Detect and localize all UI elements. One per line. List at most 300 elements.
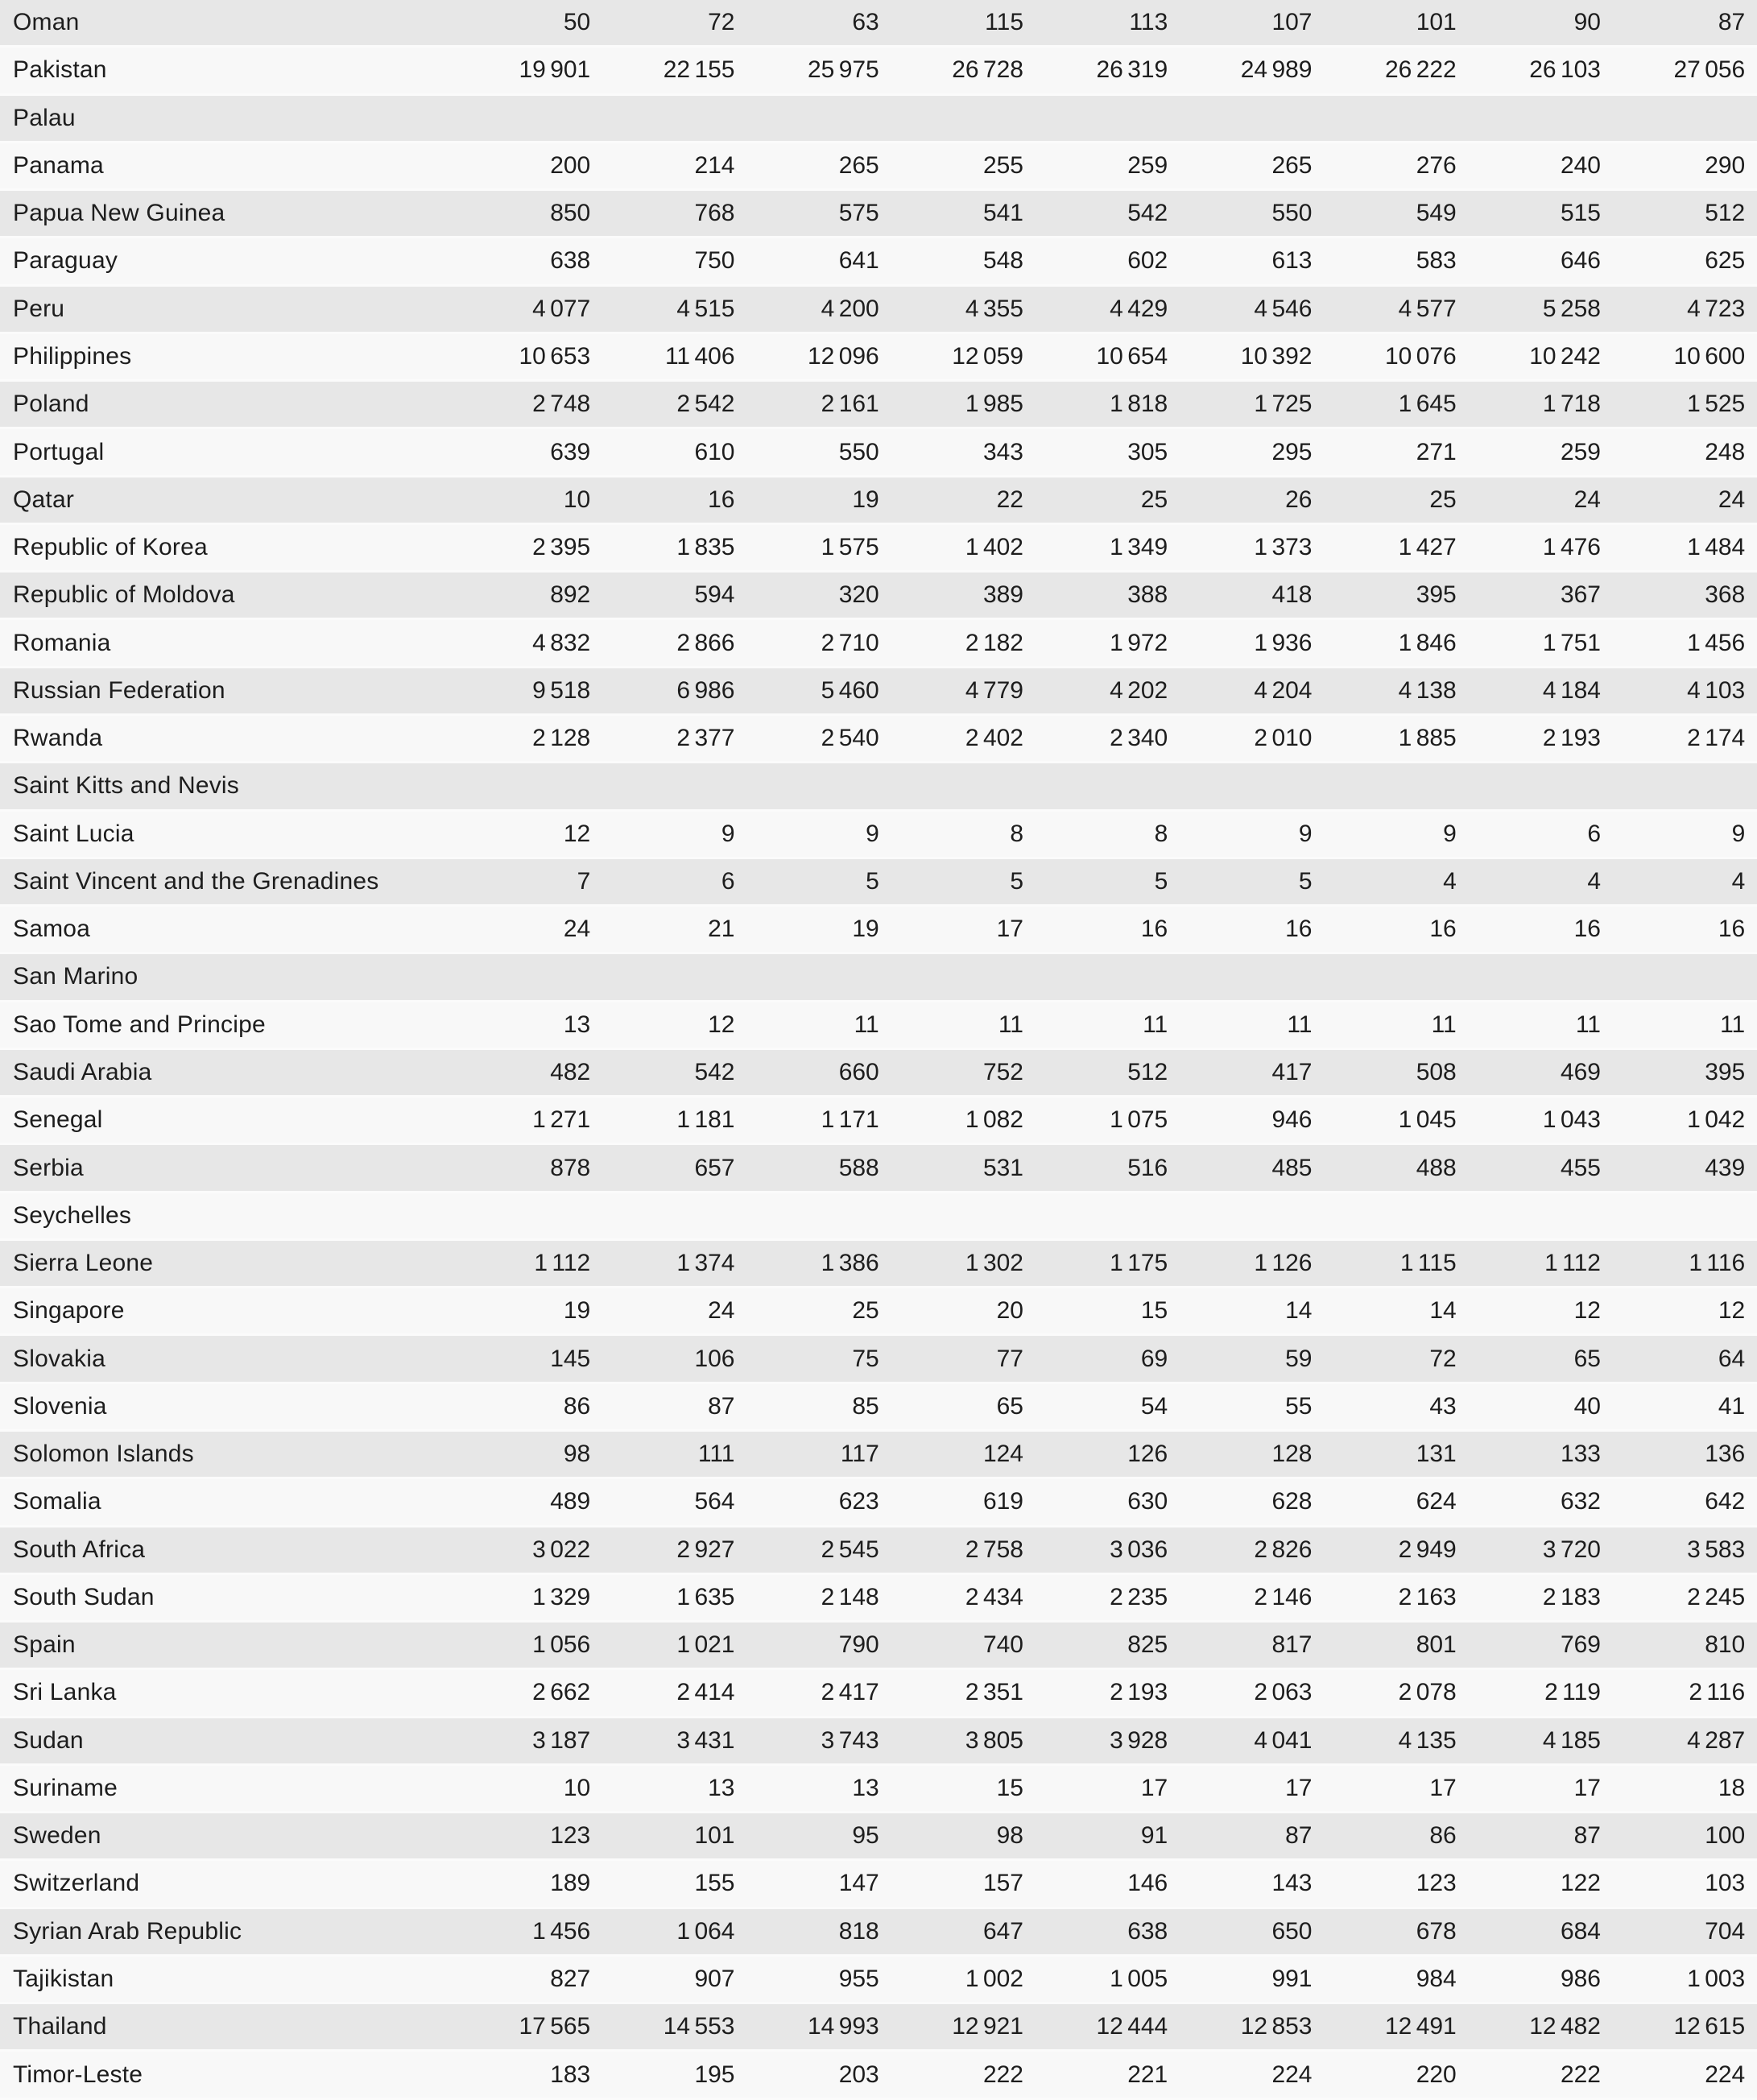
value-cell: 86	[563, 1392, 591, 1420]
value-cell: 2 193	[1110, 1679, 1168, 1706]
value-cell: 1 043	[1542, 1106, 1601, 1134]
country-name-cell: Russian Federation	[13, 676, 225, 704]
value-cell: 12 059	[952, 342, 1023, 370]
value-cell: 2 542	[676, 391, 735, 418]
value-cell: 123	[550, 1822, 591, 1850]
value-cell: 549	[1416, 200, 1457, 227]
value-cell: 10	[563, 486, 591, 513]
value-cell: 2 078	[1398, 1679, 1457, 1706]
value-cell: 907	[694, 1966, 735, 1993]
value-cell: 4 204	[1254, 676, 1313, 704]
value-cell: 115	[985, 9, 1023, 36]
value-cell: 13	[852, 1774, 879, 1801]
value-cell: 25	[852, 1297, 879, 1325]
value-cell: 85	[852, 1392, 879, 1420]
value-cell: 1 115	[1399, 1250, 1457, 1277]
value-cell: 17	[1140, 1774, 1168, 1801]
table-row	[0, 143, 1757, 191]
value-cell: 103	[1705, 1870, 1746, 1897]
country-name-cell: Qatar	[13, 486, 75, 513]
table-row	[0, 1241, 1757, 1288]
table-row	[0, 1432, 1757, 1479]
value-cell: 1 374	[676, 1250, 735, 1277]
country-name-cell: Oman	[13, 9, 80, 36]
value-cell: 6	[721, 867, 735, 895]
value-cell: 26 728	[952, 56, 1023, 84]
value-cell: 13	[563, 1011, 591, 1038]
value-cell: 1 056	[532, 1631, 591, 1659]
value-cell: 1 126	[1254, 1250, 1313, 1277]
value-cell: 1 751	[1542, 629, 1601, 656]
country-name-cell: Thailand	[13, 2013, 107, 2040]
value-cell: 512	[1127, 1058, 1168, 1085]
value-cell: 4 138	[1398, 676, 1457, 704]
value-cell: 16	[708, 486, 735, 513]
value-cell: 4 077	[532, 295, 591, 322]
value-cell: 1 042	[1687, 1106, 1746, 1134]
value-cell: 810	[1705, 1631, 1746, 1659]
country-name-cell: Slovakia	[13, 1345, 105, 1372]
table-row	[0, 1766, 1757, 1813]
value-cell: 2 063	[1254, 1679, 1313, 1706]
value-cell: 276	[1416, 151, 1457, 179]
table-row	[0, 287, 1757, 334]
value-cell: 628	[1271, 1488, 1313, 1515]
value-cell: 395	[1705, 1058, 1746, 1085]
value-cell: 290	[1705, 151, 1746, 179]
value-cell: 2 182	[965, 629, 1023, 656]
value-cell: 14	[1429, 1297, 1457, 1325]
value-cell: 2 927	[676, 1536, 735, 1563]
value-cell: 2 395	[532, 534, 591, 561]
value-cell: 101	[1416, 9, 1457, 36]
value-cell: 619	[982, 1488, 1023, 1515]
table-row	[0, 1623, 1757, 1670]
value-cell: 240	[1560, 151, 1601, 179]
table-row	[0, 238, 1757, 286]
value-cell: 768	[694, 200, 735, 227]
value-cell: 11	[1575, 1011, 1601, 1038]
value-cell: 4 355	[965, 295, 1023, 322]
table-row	[0, 1861, 1757, 1908]
value-cell: 12	[1718, 1297, 1746, 1325]
value-cell: 90	[1573, 9, 1601, 36]
value-cell: 12 096	[807, 342, 879, 370]
value-cell: 87	[1285, 1822, 1313, 1850]
table-row	[0, 477, 1757, 525]
table-row	[0, 1718, 1757, 1766]
table-row	[0, 1384, 1757, 1432]
value-cell: 646	[1560, 247, 1601, 275]
value-cell: 684	[1560, 1917, 1601, 1945]
table-row	[0, 2004, 1757, 2052]
country-name-cell: Republic of Korea	[13, 534, 208, 561]
table-row	[0, 429, 1757, 477]
value-cell: 5	[866, 867, 879, 895]
value-cell: 512	[1705, 200, 1746, 227]
value-cell: 388	[1127, 581, 1168, 609]
value-cell: 87	[708, 1392, 735, 1420]
value-cell: 660	[838, 1058, 879, 1085]
value-cell: 2 826	[1254, 1536, 1313, 1563]
value-cell: 26	[1285, 486, 1313, 513]
value-cell: 16	[1140, 916, 1168, 943]
country-name-cell: Samoa	[13, 916, 91, 943]
value-cell: 395	[1416, 581, 1457, 609]
value-cell: 610	[694, 438, 735, 465]
value-cell: 389	[982, 581, 1023, 609]
value-cell: 11	[998, 1011, 1023, 1038]
value-cell: 1 386	[821, 1250, 879, 1277]
country-name-cell: South Sudan	[13, 1583, 155, 1610]
value-cell: 516	[1127, 1154, 1168, 1181]
country-name-cell: Saint Lucia	[13, 820, 134, 847]
value-cell: 2 119	[1544, 1679, 1601, 1706]
value-cell: 69	[1140, 1345, 1168, 1372]
value-cell: 583	[1416, 247, 1457, 275]
country-name-cell: South Africa	[13, 1536, 146, 1563]
table-row	[0, 525, 1757, 573]
value-cell: 2 116	[1689, 1679, 1746, 1706]
value-cell: 16	[1429, 916, 1457, 943]
value-cell: 2 174	[1687, 725, 1746, 752]
value-cell: 3 805	[965, 1726, 1023, 1754]
value-cell: 1 005	[1110, 1966, 1168, 1993]
country-name-cell: Saint Kitts and Nevis	[13, 772, 239, 800]
country-name-cell: Suriname	[13, 1774, 118, 1801]
value-cell: 10 392	[1240, 342, 1313, 370]
country-name-cell: Paraguay	[13, 247, 118, 275]
value-cell: 624	[1416, 1488, 1457, 1515]
value-cell: 43	[1429, 1392, 1457, 1420]
value-cell: 564	[694, 1488, 735, 1515]
value-cell: 24	[563, 916, 591, 943]
value-cell: 145	[550, 1345, 591, 1372]
value-cell: 17	[1573, 1774, 1601, 1801]
country-name-cell: Portugal	[13, 438, 105, 465]
table-row	[0, 191, 1757, 238]
value-cell: 41	[1718, 1392, 1746, 1420]
value-cell: 1 349	[1110, 534, 1168, 561]
value-cell: 2 434	[965, 1583, 1023, 1610]
value-cell: 128	[1271, 1441, 1313, 1468]
value-cell: 1 045	[1398, 1106, 1457, 1134]
value-cell: 4 184	[1542, 676, 1601, 704]
value-cell: 146	[1127, 1870, 1168, 1897]
value-cell: 19	[852, 486, 879, 513]
table-row	[0, 1957, 1757, 2004]
value-cell: 22 155	[663, 56, 735, 84]
country-name-cell: Switzerland	[13, 1870, 140, 1897]
value-cell: 1 302	[965, 1250, 1023, 1277]
value-cell: 22	[996, 486, 1023, 513]
table-row	[0, 620, 1757, 668]
value-cell: 136	[1705, 1441, 1746, 1468]
value-cell: 1 075	[1110, 1106, 1168, 1134]
value-cell: 368	[1705, 581, 1746, 609]
country-name-cell: Solomon Islands	[13, 1441, 194, 1468]
value-cell: 1 002	[965, 1966, 1023, 1993]
value-cell: 214	[694, 151, 735, 179]
value-cell: 113	[1129, 9, 1168, 36]
value-cell: 2 377	[676, 725, 735, 752]
value-cell: 417	[1271, 1058, 1313, 1085]
value-cell: 54	[1140, 1392, 1168, 1420]
value-cell: 3 022	[532, 1536, 591, 1563]
table-row	[0, 1336, 1757, 1383]
country-name-cell: Poland	[13, 391, 89, 418]
value-cell: 1 718	[1542, 391, 1601, 418]
value-cell: 91	[1140, 1822, 1168, 1850]
value-cell: 11	[1431, 1011, 1457, 1038]
value-cell: 8	[1154, 820, 1168, 847]
value-cell: 825	[1127, 1631, 1168, 1659]
value-cell: 124	[982, 1441, 1023, 1468]
value-cell: 2 161	[821, 391, 879, 418]
value-cell: 575	[838, 200, 879, 227]
value-cell: 1 112	[534, 1250, 591, 1277]
value-cell: 5 460	[821, 676, 879, 704]
value-cell: 984	[1416, 1966, 1457, 1993]
value-cell: 1 456	[532, 1917, 591, 1945]
value-cell: 625	[1705, 247, 1746, 275]
value-cell: 1 484	[1687, 534, 1746, 561]
value-cell: 1 936	[1254, 629, 1313, 656]
country-name-cell: Romania	[13, 629, 111, 656]
value-cell: 17	[1429, 1774, 1457, 1801]
value-cell: 4 546	[1254, 295, 1313, 322]
country-name-cell: Pakistan	[13, 56, 107, 84]
value-cell: 632	[1560, 1488, 1601, 1515]
value-cell: 59	[1285, 1345, 1313, 1372]
value-cell: 2 748	[532, 391, 591, 418]
value-cell: 143	[1271, 1870, 1313, 1897]
value-cell: 5 258	[1542, 295, 1601, 322]
value-cell: 5	[1298, 867, 1313, 895]
value-cell: 1 575	[821, 534, 879, 561]
table-row	[0, 1193, 1757, 1241]
value-cell: 72	[708, 9, 735, 36]
value-cell: 639	[550, 438, 591, 465]
value-cell: 2 235	[1110, 1583, 1168, 1610]
value-cell: 12	[1573, 1297, 1601, 1325]
value-cell: 439	[1705, 1154, 1746, 1181]
value-cell: 133	[1560, 1441, 1601, 1468]
value-cell: 1 456	[1687, 629, 1746, 656]
value-cell: 271	[1416, 438, 1457, 465]
value-cell: 305	[1127, 438, 1168, 465]
value-cell: 482	[550, 1058, 591, 1085]
value-cell: 11	[1287, 1011, 1313, 1038]
country-name-cell: Sudan	[13, 1726, 84, 1754]
value-cell: 259	[1127, 151, 1168, 179]
value-cell: 657	[694, 1154, 735, 1181]
value-cell: 2 866	[676, 629, 735, 656]
table-row	[0, 859, 1757, 907]
value-cell: 1 645	[1398, 391, 1457, 418]
value-cell: 12 482	[1529, 2013, 1601, 2040]
value-cell: 9	[1298, 820, 1313, 847]
value-cell: 24	[1573, 486, 1601, 513]
value-cell: 4 832	[532, 629, 591, 656]
value-cell: 9	[1443, 820, 1457, 847]
country-name-cell: Singapore	[13, 1297, 125, 1325]
value-cell: 265	[838, 151, 879, 179]
value-cell: 24 989	[1240, 56, 1313, 84]
value-cell: 343	[982, 438, 1023, 465]
value-cell: 801	[1416, 1631, 1457, 1659]
value-cell: 9 518	[532, 676, 591, 704]
value-cell: 11	[1720, 1011, 1746, 1038]
table-row	[0, 1050, 1757, 1098]
value-cell: 3 583	[1687, 1536, 1746, 1563]
value-cell: 2 540	[821, 725, 879, 752]
value-cell: 25	[1140, 486, 1168, 513]
value-cell: 1 175	[1110, 1250, 1168, 1277]
value-cell: 541	[982, 200, 1023, 227]
value-cell: 101	[694, 1822, 735, 1850]
value-cell: 12 853	[1240, 2013, 1313, 2040]
value-cell: 11	[854, 1011, 879, 1038]
value-cell: 26 319	[1096, 56, 1168, 84]
country-name-cell: Serbia	[13, 1154, 84, 1181]
value-cell: 17 565	[519, 2013, 591, 2040]
value-cell: 189	[550, 1870, 591, 1897]
value-cell: 986	[1560, 1966, 1601, 1993]
value-cell: 3 187	[532, 1726, 591, 1754]
value-cell: 1 021	[676, 1631, 735, 1659]
country-name-cell: Panama	[13, 151, 104, 179]
table-row	[0, 1575, 1757, 1623]
value-cell: 9	[1731, 820, 1746, 847]
value-cell: 2 146	[1254, 1583, 1313, 1610]
value-cell: 19	[563, 1297, 591, 1325]
value-cell: 5	[1154, 867, 1168, 895]
country-name-cell: San Marino	[13, 963, 138, 990]
value-cell: 2 351	[965, 1679, 1023, 1706]
value-cell: 2 402	[965, 725, 1023, 752]
value-cell: 224	[1271, 2061, 1313, 2088]
value-cell: 878	[550, 1154, 591, 1181]
country-name-cell: Sierra Leone	[13, 1250, 154, 1277]
value-cell: 106	[694, 1345, 735, 1372]
value-cell: 63	[852, 9, 879, 36]
value-cell: 827	[550, 1966, 591, 1993]
value-cell: 647	[982, 1917, 1023, 1945]
value-cell: 20	[996, 1297, 1023, 1325]
value-cell: 2 414	[676, 1679, 735, 1706]
value-cell: 126	[1127, 1441, 1168, 1468]
value-cell: 4 577	[1398, 295, 1457, 322]
value-cell: 183	[550, 2061, 591, 2088]
value-cell: 3 431	[676, 1726, 735, 1754]
value-cell: 2 662	[532, 1679, 591, 1706]
value-cell: 203	[838, 2061, 879, 2088]
value-cell: 548	[982, 247, 1023, 275]
value-cell: 4 200	[821, 295, 879, 322]
value-cell: 40	[1573, 1392, 1601, 1420]
value-cell: 100	[1705, 1822, 1746, 1850]
table-row	[0, 96, 1757, 143]
value-cell: 65	[996, 1392, 1023, 1420]
value-cell: 650	[1271, 1917, 1313, 1945]
value-cell: 50	[563, 9, 591, 36]
value-cell: 641	[838, 247, 879, 275]
value-cell: 26 103	[1529, 56, 1601, 84]
value-cell: 6 986	[676, 676, 735, 704]
value-cell: 678	[1416, 1917, 1457, 1945]
value-cell: 594	[694, 581, 735, 609]
value-cell: 16	[1285, 916, 1313, 943]
value-cell: 86	[1429, 1822, 1457, 1850]
value-cell: 2 163	[1398, 1583, 1457, 1610]
value-cell: 7	[577, 867, 591, 895]
value-cell: 1 846	[1398, 629, 1457, 656]
value-cell: 4 287	[1687, 1726, 1746, 1754]
value-cell: 14 553	[663, 2013, 735, 2040]
value-cell: 1 082	[965, 1106, 1023, 1134]
value-cell: 1 271	[532, 1106, 591, 1134]
value-cell: 19	[852, 916, 879, 943]
value-cell: 107	[1271, 9, 1313, 36]
value-cell: 8	[1010, 820, 1023, 847]
country-name-cell: Somalia	[13, 1488, 101, 1515]
country-name-cell: Peru	[13, 295, 65, 322]
table-row	[0, 334, 1757, 382]
value-cell: 25 975	[807, 56, 879, 84]
value-cell: 1 003	[1687, 1966, 1746, 1993]
value-cell: 222	[982, 2061, 1023, 2088]
value-cell: 588	[838, 1154, 879, 1181]
country-name-cell: Slovenia	[13, 1392, 107, 1420]
value-cell: 2 010	[1254, 725, 1313, 752]
value-cell: 26 222	[1384, 56, 1457, 84]
value-cell: 17	[996, 916, 1023, 943]
value-cell: 123	[1416, 1870, 1457, 1897]
value-cell: 17	[1285, 1774, 1313, 1801]
value-cell: 122	[1560, 1870, 1601, 1897]
value-cell: 4	[1587, 867, 1601, 895]
value-cell: 1 064	[676, 1917, 735, 1945]
value-cell: 2 545	[821, 1536, 879, 1563]
value-cell: 12 921	[952, 2013, 1023, 2040]
country-name-cell: Sri Lanka	[13, 1679, 117, 1706]
value-cell: 147	[838, 1870, 879, 1897]
table-row	[0, 668, 1757, 716]
value-cell: 2 710	[821, 629, 879, 656]
value-cell: 24	[1718, 486, 1746, 513]
table-row	[0, 954, 1757, 1002]
country-name-cell: Saudi Arabia	[13, 1058, 152, 1085]
value-cell: 1 373	[1254, 534, 1313, 561]
value-cell: 4	[1731, 867, 1746, 895]
table-row	[0, 716, 1757, 763]
value-cell: 638	[1127, 1917, 1168, 1945]
value-cell: 3 036	[1110, 1536, 1168, 1563]
value-cell: 4 723	[1687, 295, 1746, 322]
value-cell: 4 185	[1542, 1726, 1601, 1754]
value-cell: 4 103	[1687, 676, 1746, 704]
country-name-cell: Rwanda	[13, 725, 103, 752]
value-cell: 27 056	[1673, 56, 1746, 84]
value-cell: 155	[694, 1870, 735, 1897]
value-cell: 531	[982, 1154, 1023, 1181]
table-row	[0, 0, 1757, 48]
value-cell: 11	[1143, 1011, 1168, 1038]
table-row	[0, 1670, 1757, 1718]
value-cell: 642	[1705, 1488, 1746, 1515]
value-cell: 21	[708, 916, 735, 943]
